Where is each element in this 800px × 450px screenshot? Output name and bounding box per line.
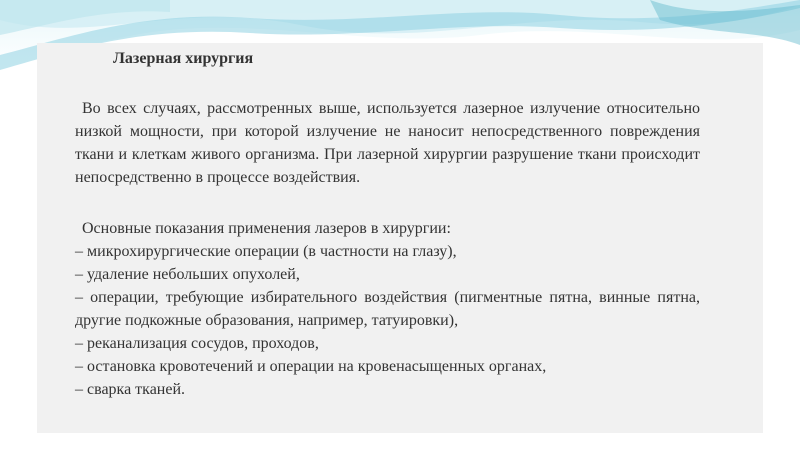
list-item: – сварка тканей. <box>75 381 186 398</box>
list-item: – удаление небольших опухолей, <box>75 266 300 283</box>
indications-list <box>75 240 700 401</box>
paragraph-indications: Основные показания применения лазеров в хирургии: <box>82 220 451 237</box>
list-item: – микрохирургические операции (в частности на глазу), <box>75 243 457 260</box>
list-item: – операции, требующие избирательного воздействия (пигментные пятна, винные пятна, другие подкожные образования, например, татуировки), <box>75 289 700 329</box>
list-item: – остановка кровотечений и операции на кровенасыщенных органах, <box>75 358 547 375</box>
paragraph-intro: Во всех случаях, рассмотренных выше, используется лазерное излучение относительно низкой мощности, при которой излучение не наносит непосредственного повреждения ткани и клеткам живого организма. При лазерной хирургии разрушение ткани происходит непосредственно в процессе воздействия. <box>75 100 700 186</box>
document-title: Лазерная хирургия <box>113 50 254 67</box>
list-item: – реканализация сосудов, проходов, <box>75 335 319 352</box>
